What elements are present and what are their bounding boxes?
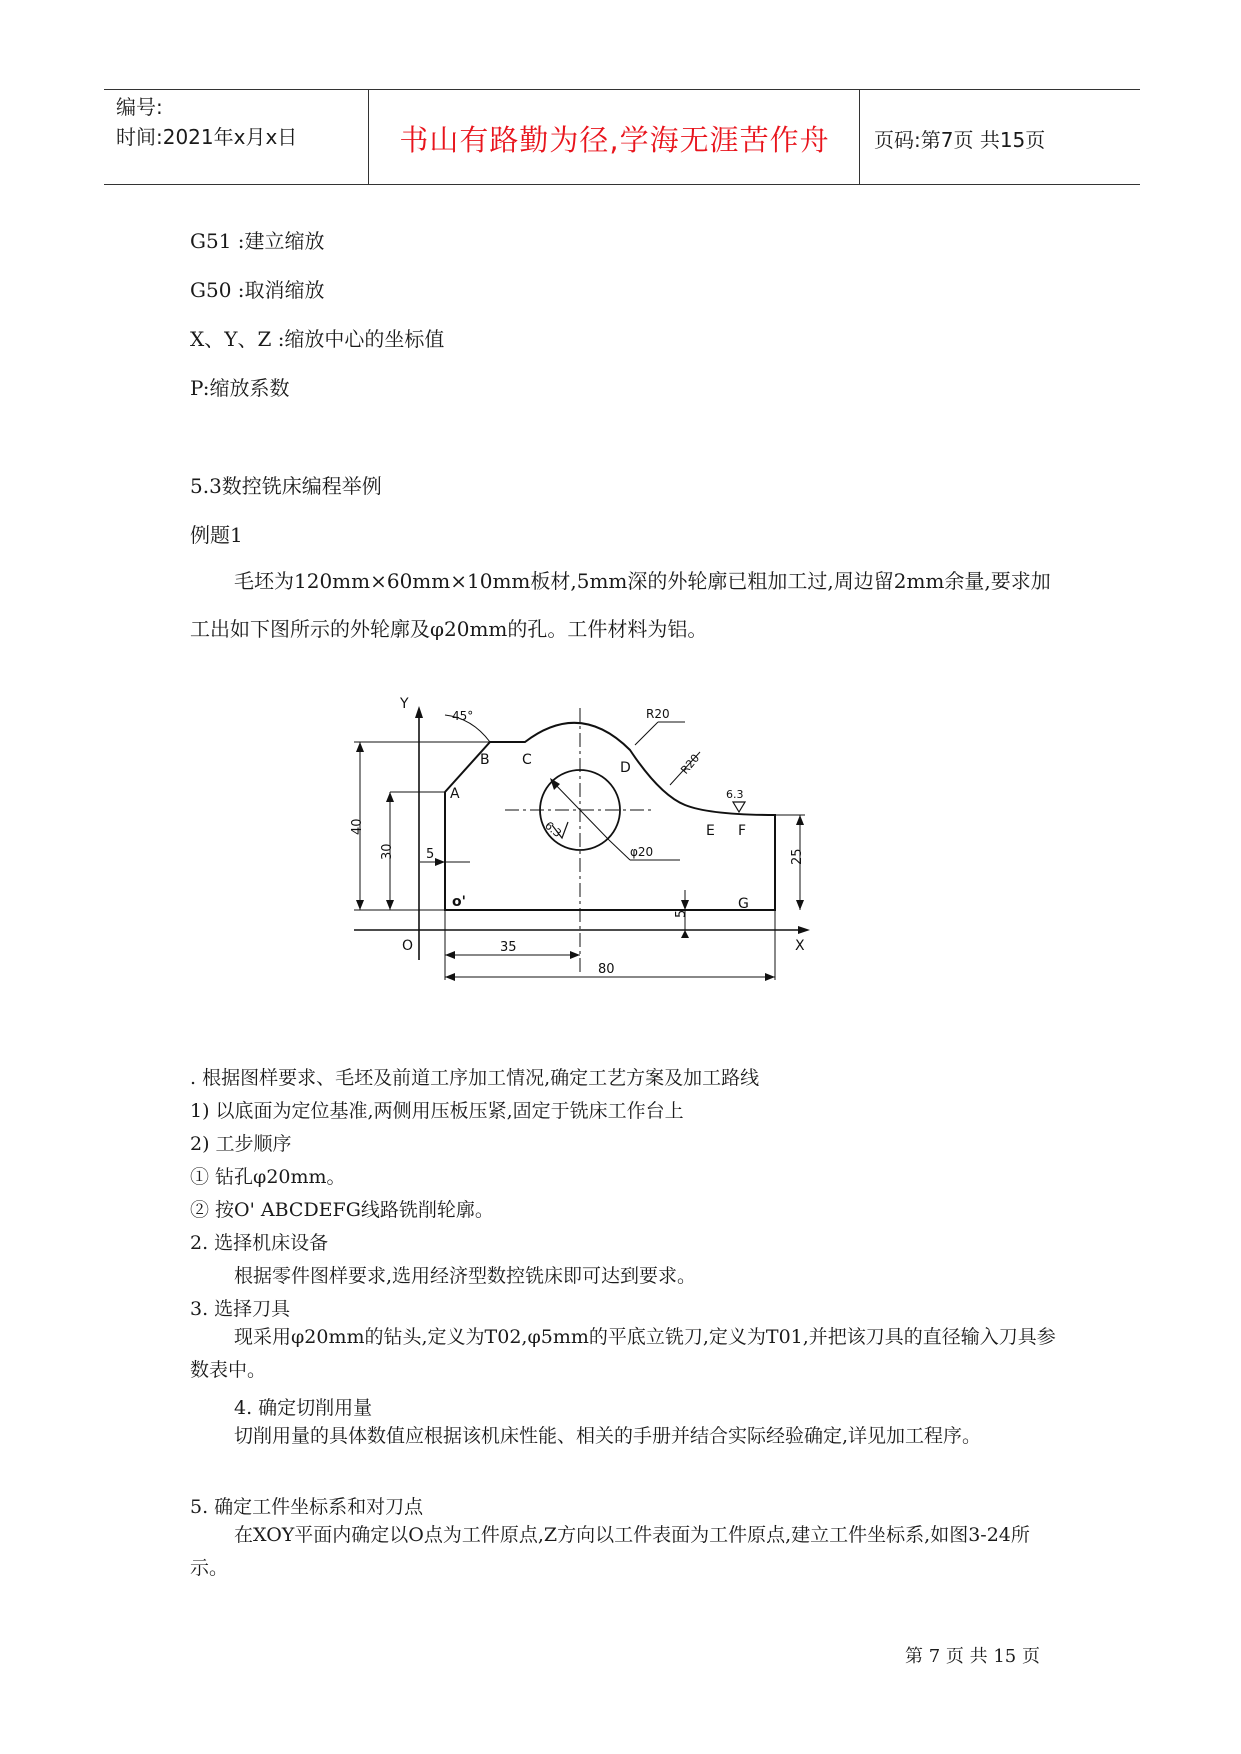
label-r2: R20 (678, 751, 703, 777)
step-line: ① 钻孔φ20mm。 (190, 1166, 346, 1188)
step-heading: 2. 选择机床设备 (190, 1232, 329, 1254)
step-line: 1) 以底面为定位基准,两侧用压板压紧,固定于铣床工作台上 (190, 1100, 684, 1122)
header-meta (116, 92, 371, 152)
label-origin: O (402, 938, 414, 954)
step-heading: 5. 确定工件坐标系和对刀点 (190, 1496, 424, 1518)
label-g: G (738, 896, 749, 912)
example-title: 例题1 (190, 523, 243, 547)
definition-line: G50 :取消缩放 (190, 278, 325, 302)
label-f: F (738, 823, 747, 839)
definition-line: G51 :建立缩放 (190, 229, 325, 253)
header-divider (368, 90, 369, 184)
dim-35: 35 (500, 940, 517, 955)
step-line: 2) 工步顺序 (190, 1133, 292, 1155)
step-heading: 3. 选择刀具 (190, 1298, 291, 1320)
step-line: ② 按O' ABCDEFG线路铣削轮廓。 (190, 1199, 494, 1221)
label-y-axis: Y (400, 696, 409, 712)
part-drawing (340, 690, 820, 995)
page-header (104, 89, 1140, 185)
dim-5a: 5 (426, 847, 435, 862)
label-angle: 45° (452, 709, 474, 723)
step-text: 在XOY平面内确定以O点为工件原点,Z方向以工件表面为工件原点,建立工件坐标系,如图3-24所示。 (190, 1524, 1030, 1579)
step-heading: 4. 确定切削用量 (234, 1397, 373, 1419)
label-x-axis: X (795, 938, 805, 954)
dim-40: 40 (350, 818, 365, 835)
label-a: A (450, 786, 460, 802)
header-number: 编号: (116, 95, 163, 119)
dim-25: 25 (790, 848, 805, 865)
section-title: 5.3数控铣床编程举例 (190, 474, 382, 498)
label-hole: φ20 (630, 845, 654, 859)
definition-line: X、Y、Z :缩放中心的坐标值 (190, 327, 445, 351)
header-time: 时间:2021年x月x日 (116, 125, 298, 149)
step-text: 根据零件图样要求,选用经济型数控铣床即可达到要求。 (234, 1265, 697, 1287)
header-motto: 书山有路勤为径,学海无涯苦作舟 (399, 123, 830, 157)
dim-80: 80 (598, 962, 615, 977)
label-b: B (480, 752, 490, 768)
step-text: 现采用φ20mm的钻头,定义为T02,φ5mm的平底立铣刀,定义为T01,并把该刀具的直径输入刀具参数表中。 (190, 1326, 1056, 1381)
example-paragraph: 毛坯为120mm×60mm×10mm板材,5mm深的外轮廓已粗加工过,周边留2mm余量,要求加工出如下图所示的外轮廓及φ20mm的孔。工件材料为铝。 (190, 569, 1051, 641)
label-e: E (706, 823, 715, 839)
label-r1: R20 (646, 707, 670, 721)
definition-line: P:缩放系数 (190, 376, 290, 400)
part-outline (445, 723, 775, 910)
label-roughness2: 6.3 (542, 818, 564, 841)
header-divider (859, 90, 860, 184)
step-heading: . 根据图样要求、毛坯及前道工序加工情况,确定工艺方案及加工路线 (190, 1067, 760, 1089)
label-d: D (620, 760, 631, 776)
label-origin2: o' (452, 894, 466, 910)
page-footer: 第 7 页 共 15 页 (905, 1646, 1040, 1667)
step-text: 切削用量的具体数值应根据该机床性能、相关的手册并结合实际经验确定,详见加工程序。 (234, 1425, 982, 1447)
label-c: C (522, 752, 532, 768)
header-page-info: 页码:第7页 共15页 (874, 128, 1046, 152)
label-roughness1: 6.3 (726, 788, 744, 801)
dim-5b: 5 (674, 909, 689, 918)
dim-30: 30 (380, 843, 395, 860)
